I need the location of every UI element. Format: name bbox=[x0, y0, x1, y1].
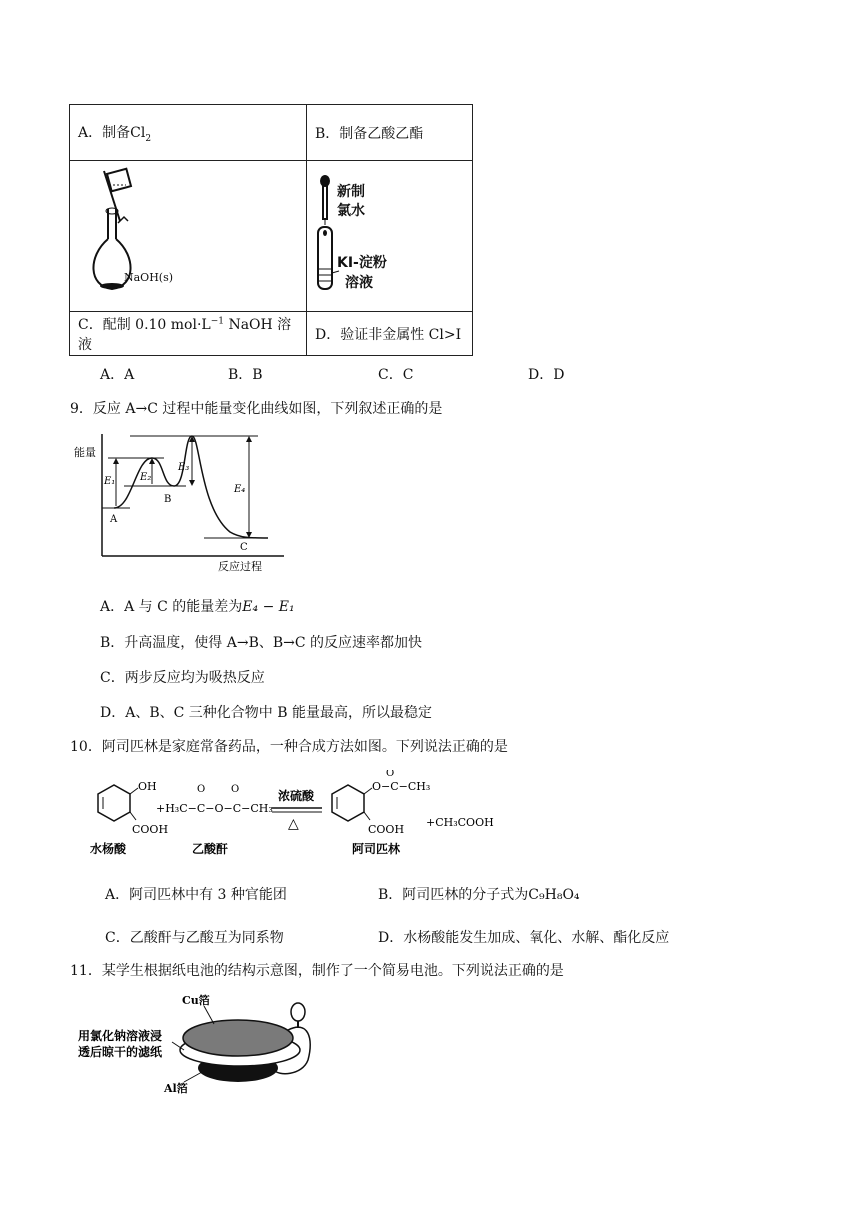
anhydride-o2: O bbox=[231, 784, 240, 795]
energy-diagram bbox=[74, 428, 294, 578]
q9-stem: 9．反应 A→C 过程中能量变化曲线如图，下列叙述正确的是 bbox=[70, 401, 443, 417]
q9-option-c: C．两步反应均为吸热反应 bbox=[100, 670, 265, 686]
q8-answer-b: B．B bbox=[228, 367, 263, 383]
e4-label: E₄ bbox=[234, 484, 246, 495]
point-c-label: C bbox=[240, 542, 248, 553]
e1-label: E₁ bbox=[104, 476, 116, 487]
q10-stem: 10．阿司匹林是家庭常备药品，一种合成方法如图。下列说法正确的是 bbox=[70, 739, 508, 755]
paper-battery-figure bbox=[78, 990, 338, 1100]
q10-option-b: B．阿司匹林的分子式为C₉H₈O₄ bbox=[378, 887, 580, 903]
q10-option-c: C．乙酸酐与乙酸互为同系物 bbox=[105, 930, 284, 946]
q9-option-d: D．A、B、C 三种化合物中 B 能量最高，所以最稳定 bbox=[100, 705, 432, 721]
aspirin-cooh: COOH bbox=[368, 823, 405, 836]
naoh-label: NaOH(s) bbox=[124, 271, 174, 284]
q8-cell-b: B．制备乙酸乙酯 bbox=[307, 105, 473, 161]
aspirin-synthesis-reaction bbox=[74, 770, 504, 865]
acetic-acid-product: +CH₃COOH bbox=[426, 816, 494, 829]
fresh-chlorine-label: 新制 氯水 bbox=[337, 184, 365, 219]
aspirin-ester: O−C−CH₃ bbox=[372, 780, 431, 793]
condition-sulfuric: 浓硫酸 bbox=[278, 789, 315, 803]
anhydride-o1: O bbox=[197, 784, 206, 795]
q9-option-a: A．A 与 C 的能量差为E₄ − E₁ bbox=[100, 599, 295, 615]
q8-cell-d: D．验证非金属性 Cl>I bbox=[307, 312, 473, 356]
q8-answer-d: D．D bbox=[528, 367, 565, 383]
q8-image-d bbox=[307, 161, 473, 312]
q8-answer-a: A．A bbox=[100, 367, 135, 383]
e3-label: E₃ bbox=[178, 462, 190, 473]
q10-option-d: D．水杨酸能发生加成、氧化、水解、酯化反应 bbox=[378, 930, 670, 946]
e2-label: E₂ bbox=[140, 472, 152, 483]
anhydride-formula: +H₃C−C−O−C−CH₃ bbox=[156, 802, 273, 815]
q8-cell-c: C．配制 0.10 $mol\cdot L^{-1}$ NaOH 溶液 bbox=[70, 312, 307, 356]
al-foil-label: Al箔 bbox=[164, 1082, 188, 1095]
aspirin-o: O bbox=[386, 770, 395, 779]
filter-paper-label-2: 透后晾干的滤纸 bbox=[78, 1045, 163, 1059]
salicylic-oh: OH bbox=[138, 780, 157, 793]
q8-answer-c: C．C bbox=[378, 367, 414, 383]
point-a-label: A bbox=[110, 514, 118, 525]
salicylic-cooh: COOH bbox=[132, 823, 169, 836]
filter-paper-label-1: 用氯化钠溶液浸 bbox=[78, 1029, 163, 1043]
volumetric-flask-figure bbox=[78, 161, 298, 307]
q11-stem: 11．某学生根据纸电池的结构示意图，制作了一个简易电池。下列说法正确的是 bbox=[70, 963, 564, 979]
point-b-label: B bbox=[164, 494, 172, 505]
q10-option-a: A．阿司匹林中有 3 种官能团 bbox=[105, 887, 287, 903]
acetic-anhydride-name: 乙酸酐 bbox=[192, 842, 229, 856]
aspirin-name: 阿司匹林 bbox=[352, 842, 401, 856]
process-axis-label: 反应过程 bbox=[218, 560, 262, 573]
cu-foil-label: Cu箔 bbox=[182, 994, 210, 1007]
q8-image-c bbox=[70, 161, 307, 312]
salicylic-acid-name: 水杨酸 bbox=[90, 842, 127, 856]
energy-axis-label: 能量 bbox=[74, 446, 96, 459]
q9-option-b: B．升高温度，使得 A→B、B→C 的反应速率都加快 bbox=[100, 635, 423, 651]
condition-heat: △ bbox=[288, 816, 299, 832]
ki-starch-label: KI-淀粉 溶液 bbox=[337, 255, 387, 291]
q8-cell-a: A．制备$Cl_2$ bbox=[70, 105, 307, 161]
q8-options-table bbox=[69, 104, 473, 356]
